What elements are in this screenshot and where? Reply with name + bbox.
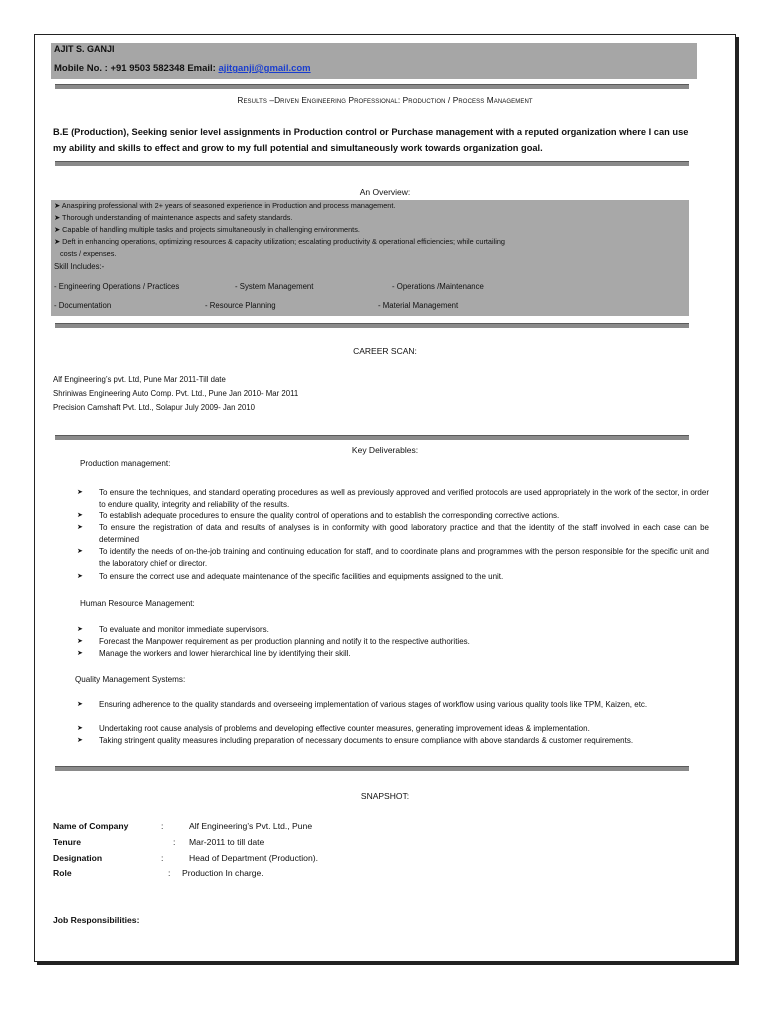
- overview-point: ➤ Anaspiring professional with 2+ years of seasoned experience in Production and process management.: [54, 201, 396, 210]
- job-responsibilities-label: Job Responsibilities:: [53, 915, 140, 925]
- resume-page: AJIT S. GANJI Mobile No. : +91 9503 582348 Email: ajitganji@gmail.com Results –Driven Engineering Professional: Production / Process Management B.E (Production), Seeking senior level assignments in Production control or Purchase management with a reputed organization where I can use my ability and skills to effect and grow to my full potential and simultaneously work towards organization goal. An Overview: ➤ Anaspiring professional with 2+ years of seasoned experience in Production and process management. ➤ Thorough understanding of maintenance aspects and safety standards. ➤ Capable of handling multiple tasks and projects simultaneously in challenging environments. ➤ Deft in enhancing operations, optimizing resources & capacity utilization; escalating productivity & operational efficiencies; while curtailing costs / expenses. Skill Includes:- - Engineering Operations / Practices - System Management - Operations /Maintenance - Documentation - Resource Planning - Material Management CAREER SCAN: Alf Engineering’s pvt. Ltd, Pune Mar 2011-Till date Shriniwas Engineering Auto Comp. Pvt. Ltd., Pune Jan 2010- Mar 2011 Precision Camshaft Pvt. Ltd., Solapur July 2009- Jan 2010 Key Deliverables: Production management: ➤ To ensure the techniques, and standard operating procedures as well as previously approved and verified protocols are used appropriately in the work of the sector, in order to endure quality, integrity and reliability of the results. ➤ To establish adequate procedures to ensure the quality control of operations and to establish the corresponding corrective actions. ➤ To ensure the registration of data and results of analyses is in conformity with good laboratory practice and that the identity of the staff involved in each case can be determined ➤ To identify the needs of on-the-job training and continuing education for staff, and to coordinate plans and programmes with the person responsible for the specific unit and the laboratory chief or director. ➤ To ensure the correct use and adequate maintenance of the specific facilities and equipments assigned to the unit. Human Resource Management: ➤ To evaluate and monitor immediate supervisors. ➤ Forecast the Manpower requirement as per production planning and notify it to the respective authorities. ➤ Manage the workers and lower hierarchical line by identifying their skill. Quality Management Systems: ➤ Ensuring adherence to the quality standards and overseeing implementation of various stages of workflow using various quality tools like TPM, Kaizen, etc. ➤ Undertaking root cause analysis of problems and developing effective counter measures, generating improvement ideas & implementation. ➤ Taking stringent quality measures including preparation of necessary documents to ensure compliance with above standards & customer requirements. SNAPSHOT: Name of Company : Alf Engineering’s Pvt. Ltd., Pune Tenure : Mar-2011 to till date Designation : Head of Department (Production). Role : Production In charge. Job Responsibilities:: [34, 34, 736, 962]
- arrow-icon: ➤: [77, 638, 83, 645]
- skill-item: - Engineering Operations / Practices: [54, 282, 180, 291]
- deliverables-title: Key Deliverables:: [351, 445, 419, 455]
- arrow-icon: ➤: [77, 701, 83, 708]
- snapshot-colon: :: [161, 821, 164, 831]
- arrow-icon: ➤: [77, 548, 83, 555]
- overview-title: An Overview:: [359, 187, 411, 197]
- overview-point: ➤ Thorough understanding of maintenance aspects and safety standards.: [54, 213, 293, 222]
- skill-item: - Material Management: [378, 301, 459, 310]
- overview-point: ➤ Capable of handling multiple tasks and projects simultaneously in challenging environments.: [54, 225, 360, 234]
- arrow-icon: ➤: [77, 725, 83, 732]
- divider: [55, 435, 689, 440]
- arrow-icon: ➤: [54, 225, 61, 234]
- snapshot-value: Alf Engineering’s Pvt. Ltd., Pune: [189, 821, 313, 831]
- email-link[interactable]: ajitganji@gmail.com: [218, 63, 311, 74]
- objective-text: B.E (Production), Seeking senior level assignments in Production control or Purchase management with a reputed organization where I can use my ability and skills to effect and grow to my full potential and simultaneously work towards organization goal.: [53, 127, 689, 153]
- snapshot-colon: :: [161, 853, 164, 863]
- snapshot-value: Production In charge.: [182, 868, 264, 878]
- snapshot-value: Mar-2011 to till date: [189, 837, 265, 847]
- career-entry: Precision Camshaft Pvt. Ltd., Solapur July 2009- Jan 2010: [53, 403, 255, 412]
- mobile-label: Mobile No. : +91 9503 582348 Email:: [54, 63, 219, 74]
- snapshot-colon: :: [168, 868, 171, 878]
- divider: [55, 161, 689, 166]
- quality-mgmt-title: Quality Management Systems:: [75, 675, 186, 684]
- skill-item: - Operations /Maintenance: [392, 282, 484, 291]
- arrow-icon: ➤: [77, 737, 83, 744]
- arrow-icon: ➤: [54, 201, 61, 210]
- contact-header: [51, 43, 697, 79]
- snapshot-label: Name of Company: [53, 821, 129, 831]
- divider: [55, 323, 689, 328]
- contact-line: [54, 63, 311, 74]
- snapshot-title: SNAPSHOT:: [360, 791, 410, 801]
- arrow-icon: ➤: [54, 213, 61, 222]
- career-entry: Alf Engineering’s pvt. Ltd, Pune Mar 2011-Till date: [53, 375, 226, 384]
- snapshot-value: Head of Department (Production).: [189, 853, 318, 863]
- skill-item: - System Management: [235, 282, 314, 291]
- arrow-icon: ➤: [77, 524, 83, 531]
- overview-point: ➤ Deft in enhancing operations, optimizing resources & capacity utilization; escalating productivity & operational efficiencies; while curtailing: [54, 237, 505, 246]
- skill-item: - Resource Planning: [205, 301, 276, 310]
- snapshot-label: Designation: [53, 853, 103, 863]
- snapshot-label: Tenure: [53, 837, 82, 847]
- skill-includes-label: Skill Includes:-: [54, 262, 105, 271]
- arrow-icon: ➤: [77, 489, 83, 496]
- production-mgmt-title: Production management:: [80, 459, 171, 468]
- arrow-icon: ➤: [77, 650, 83, 657]
- divider: [55, 766, 689, 771]
- arrow-icon: ➤: [54, 237, 61, 246]
- career-entry: Shriniwas Engineering Auto Comp. Pvt. Ltd., Pune Jan 2010- Mar 2011: [53, 389, 299, 398]
- overview-box: [51, 200, 689, 316]
- arrow-icon: ➤: [77, 512, 83, 519]
- hr-mgmt-title: Human Resource Management:: [80, 599, 195, 608]
- candidate-name: AJIT S. GANJI: [54, 44, 115, 54]
- divider: [55, 84, 689, 89]
- career-title: CAREER SCAN:: [353, 346, 417, 356]
- skill-item: - Documentation: [54, 301, 112, 310]
- snapshot-colon: :: [173, 837, 176, 847]
- arrow-icon: ➤: [77, 626, 83, 633]
- arrow-icon: ➤: [77, 573, 83, 580]
- snapshot-label: Role: [53, 868, 72, 878]
- headline: Results –Driven Engineering Professional: Production / Process Management: [237, 95, 533, 105]
- overview-point-continued: costs / expenses.: [60, 249, 117, 258]
